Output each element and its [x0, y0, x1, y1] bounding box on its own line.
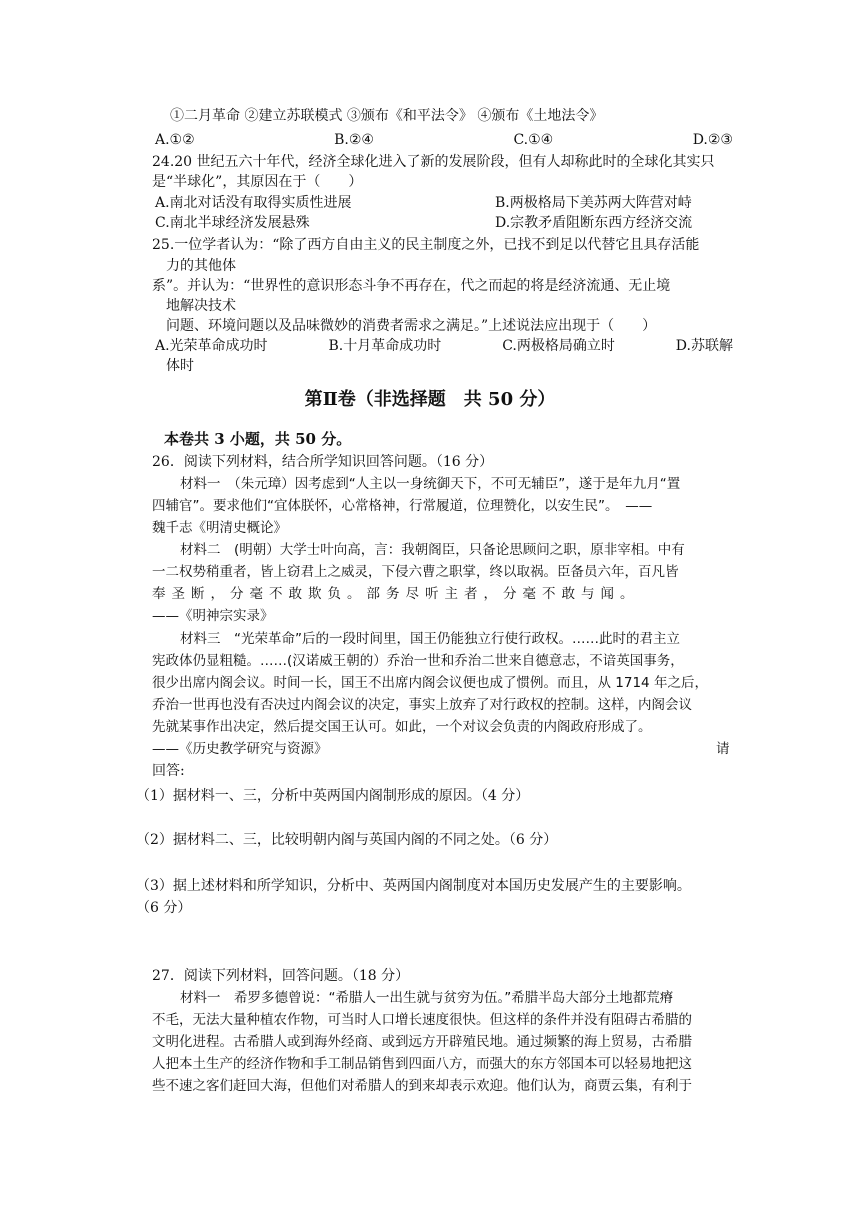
- q26-material1-line1: 材料一 （朱元璋）因考虑到“人主以一身统御天下，不可无辅臣”，遂于是年九月“置: [180, 476, 681, 492]
- q26-material3-line5: 先就某事作出决定，然后提交国王认可。如此，一个对议会负责的内阁政府形成了。: [152, 719, 652, 735]
- q24-option-b: B.两极格局下美苏两大阵营对峙: [495, 195, 692, 211]
- q25-option-a: A.光荣革命成功时: [155, 338, 268, 354]
- q23-items: ①二月革命 ②建立苏联模式 ③颁布《和平法令》 ④颁布《土地法令》: [170, 108, 604, 124]
- section-note: 本卷共 3 小题，共 50 分。: [164, 430, 352, 448]
- q25-line4: 地解决技术: [166, 298, 236, 314]
- q26-material2-line3: 奉圣断，分毫不敢欺负。部务尽听主者，分毫不敢与闻。: [152, 586, 640, 602]
- section-title: 第Ⅱ卷（非选择题 共 50 分）: [304, 389, 556, 410]
- q24-options-row1: [155, 193, 735, 215]
- q23-option-a: A.①②: [155, 132, 195, 148]
- q25-option-c: C.两极格局确立时: [502, 338, 615, 354]
- q26-qing: 请: [716, 741, 730, 757]
- q26-stem: 26．阅读下列材料，结合所学知识回答问题。（16 分）: [152, 454, 494, 470]
- q25-line1: 25.一位学者认为：“除了西方自由主义的民主制度之外，已找不到足以代替它且具存活能: [152, 237, 700, 253]
- q27-material1-line1: 材料一 希罗多德曾说：“希腊人一出生就与贫穷为伍。”希腊半岛大部分土地都荒瘠: [180, 990, 674, 1006]
- q26-sub3-cont: （6 分）: [136, 900, 192, 916]
- q26-material2-line1: 材料二 (明朝）大学士叶向高，言：我朝阁臣，只备论思顾问之职，原非宰相。中有: [180, 542, 685, 558]
- q23-options: [155, 130, 733, 152]
- q26-material3-line4: 乔治一世再也没有否决过内阁会议的决定，事实上放弃了对行政权的控制。这样，内阁会议: [152, 697, 692, 713]
- q27-stem: 27．阅读下列材料，回答问题。（18 分）: [152, 968, 410, 984]
- q25-options: [155, 336, 733, 358]
- q25-line5: 问题、环境问题以及品味微妙的消费者需求之满足。”上述说法应出现于（ ）: [166, 318, 657, 334]
- q25-line3: 系”。并认为：“世界性的意识形态斗争不再存在，代之而起的将是经济流通、无止境: [152, 278, 671, 294]
- q23-option-d: D.②③: [692, 132, 733, 148]
- q27-material1-line4: 人把本土生产的经济作物和手工制品销售到四面八方，而强大的东方邻国本可以轻易地把这: [152, 1056, 692, 1072]
- q26-material2-source: ——《明神宗实录》: [152, 608, 274, 624]
- q26-material1-line2: 四辅官”。要求他们“宜体朕怀，心常格神，行常履道，位理赞化，以安生民”。 ——: [152, 498, 653, 514]
- q26-material3-line1: 材料三 “光荣革命”后的一段时间里，国王仍能独立行使行政权。……此时的君主立: [180, 631, 680, 647]
- q23-option-c: C.①④: [513, 132, 554, 148]
- q26-sub3: （3）据上述材料和所学知识，分析中、英两国内阁制度对本国历史发展产生的主要影响。: [136, 878, 691, 894]
- q26-sub1: （1）据材料一、三，分析中英两国内阁制形成的原因。（4 分）: [136, 788, 530, 804]
- q26-material1-source: 魏千志《明清史概论》: [152, 520, 287, 536]
- q26-answer-lead: 回答:: [152, 763, 185, 779]
- q24-option-a: A.南北对话没有取得实质性进展: [155, 195, 352, 211]
- q24-stem-line1: 24.20 世纪五六十年代，经济全球化进入了新的发展阶段，但有人却称此时的全球化其实只: [152, 154, 715, 170]
- q26-material2-line2: 一二权势稍重者，皆上窃君上之威灵，下侵六曹之职掌，终以取祸。臣备员六年，百凡皆: [152, 564, 679, 580]
- q27-material1-line2: 不毛，无法大量种植农作物，可当时人口增长速度很快。但这样的条件并没有阻碍古希腊的: [152, 1012, 692, 1028]
- q27-material1-line3: 文明化进程。古希腊人或到海外经商、或到远方开辟殖民地。通过频繁的海上贸易，古希腊: [152, 1034, 692, 1050]
- q23-option-b: B.②④: [334, 132, 374, 148]
- q24-stem-line2: 是“半球化”，其原因在于（ ）: [152, 174, 363, 190]
- q26-material3-line3: 很少出席内阁会议。时间一长，国王不出席内阁会议便也成了惯例。而且，从 1714 年之后，: [152, 675, 708, 691]
- q24-option-d: D.宗教矛盾阻断东西方经济交流: [495, 215, 693, 231]
- q26-material3-source: ——《历史教学研究与资源》: [152, 741, 328, 757]
- q26-material3-line2: 宪政体仍显粗糙。……(汉诺威王朝的）乔治一世和乔治二世来自德意志，不谙英国事务，: [152, 653, 684, 669]
- q27-material1-line5: 些不速之客们赶回大海，但他们对希腊人的到来却表示欢迎。他们认为，商贾云集，有利于: [152, 1078, 692, 1094]
- q25-option-d: D.苏联解: [675, 338, 733, 354]
- q25-line2: 力的其他体: [166, 258, 236, 274]
- q26-sub2: （2）据材料二、三，比较明朝内阁与英国内阁的不同之处。（6 分）: [136, 832, 558, 848]
- q25-option-d-wrap: 体时: [166, 358, 194, 374]
- q24-options-row2: [155, 213, 735, 235]
- q24-option-c: C.南北半球经济发展悬殊: [155, 215, 310, 231]
- q25-option-b: B.十月革命成功时: [328, 338, 442, 354]
